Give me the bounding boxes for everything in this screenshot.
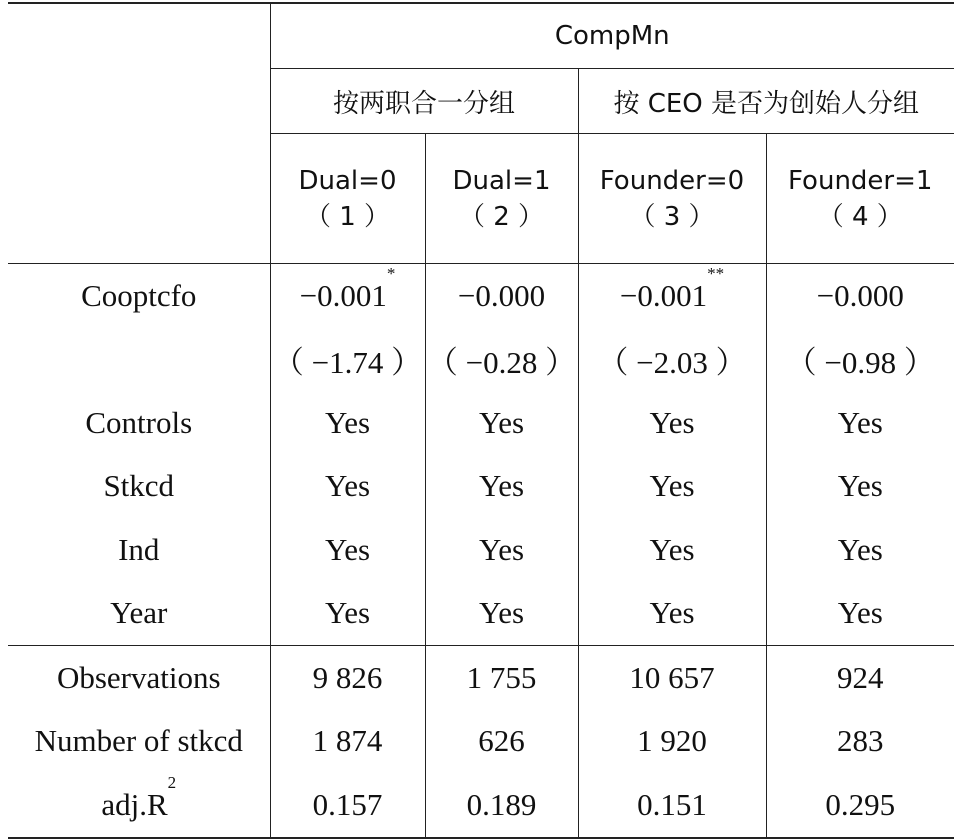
table-cell: 0.157 bbox=[270, 773, 425, 838]
column-header-3 bbox=[578, 134, 766, 264]
column-name: Founder=1 bbox=[788, 165, 933, 196]
row-label: Number of stkcd bbox=[34, 723, 243, 759]
table-cell: 0.151 bbox=[578, 773, 766, 838]
row-label-superscript: 2 bbox=[167, 772, 177, 792]
column-name: Dual=1 bbox=[452, 165, 551, 196]
table-row-tstat bbox=[8, 328, 954, 392]
table-cell: Yes bbox=[766, 391, 954, 455]
table-row-adj-r2 bbox=[8, 773, 954, 838]
table-cell: Yes bbox=[766, 455, 954, 519]
table-cell: Yes bbox=[578, 391, 766, 455]
tstat-cell: （ −0.28 ） bbox=[425, 328, 578, 392]
header-stub bbox=[8, 3, 270, 264]
table-cell: Yes bbox=[766, 582, 954, 646]
row-label-empty bbox=[8, 328, 270, 392]
column-header-2 bbox=[425, 134, 578, 264]
coef-value: −0.000 bbox=[816, 277, 904, 313]
table-cell: 0.189 bbox=[425, 773, 578, 838]
column-number: （ 3 ） bbox=[629, 201, 715, 232]
table-cell: 1 920 bbox=[578, 710, 766, 774]
column-number: （ 1 ） bbox=[304, 201, 391, 232]
column-name: Dual=0 bbox=[298, 165, 397, 196]
row-label bbox=[8, 773, 270, 838]
table-cell: Yes bbox=[578, 582, 766, 646]
group-dual-header: 按两职合一分组 bbox=[270, 69, 578, 134]
table-cell: Yes bbox=[270, 518, 425, 582]
table-row-number-of-stkcd bbox=[8, 710, 954, 774]
column-name: Founder=0 bbox=[599, 165, 745, 196]
table-cell: 1 755 bbox=[425, 646, 578, 710]
table-cell: Yes bbox=[425, 455, 578, 519]
coef-value: −0.000 bbox=[457, 277, 546, 313]
table-cell: 9 826 bbox=[270, 646, 425, 710]
table-cell: Yes bbox=[578, 455, 766, 519]
table-cell: Yes bbox=[766, 518, 954, 582]
table-cell bbox=[425, 264, 578, 328]
table-cell: 283 bbox=[766, 710, 954, 774]
table-cell bbox=[578, 264, 766, 328]
table-cell: Yes bbox=[578, 518, 766, 582]
table-row-ind bbox=[8, 518, 954, 582]
row-label: Year bbox=[110, 595, 168, 631]
column-number: （ 4 ） bbox=[817, 201, 903, 232]
table-cell: Yes bbox=[425, 518, 578, 582]
column-header-1 bbox=[270, 134, 425, 264]
table-row-controls bbox=[8, 391, 954, 455]
table-row-stkcd bbox=[8, 455, 954, 519]
row-label-text: adj.R bbox=[101, 786, 168, 822]
table-cell: 924 bbox=[766, 646, 954, 710]
column-number: （ 2 ） bbox=[458, 201, 545, 232]
row-label: Observations bbox=[8, 646, 270, 710]
table-cell: 626 bbox=[425, 710, 578, 774]
coef-value: −0.001 bbox=[619, 277, 708, 313]
table-cell bbox=[766, 264, 954, 328]
significance-stars: ** bbox=[707, 263, 725, 283]
tstat-cell: （ −2.03 ） bbox=[578, 328, 766, 392]
regression-table bbox=[8, 2, 954, 839]
table-row-observations bbox=[8, 646, 954, 710]
table-cell: Yes bbox=[270, 455, 425, 519]
row-label: Cooptcfo bbox=[8, 264, 270, 328]
table-row-year bbox=[8, 582, 954, 646]
table-cell: Yes bbox=[425, 582, 578, 646]
table-cell: 10 657 bbox=[578, 646, 766, 710]
dependent-var-header: CompMn bbox=[270, 3, 954, 69]
tstat-cell: （ −0.98 ） bbox=[766, 328, 954, 392]
table-cell: 0.295 bbox=[766, 773, 954, 838]
table-cell: 1 874 bbox=[270, 710, 425, 774]
row-label: Controls bbox=[85, 404, 193, 440]
row-label: Ind bbox=[118, 531, 160, 567]
table-cell: Yes bbox=[270, 391, 425, 455]
group-founder-header: 按 CEO 是否为创始人分组 bbox=[578, 69, 954, 134]
tstat-cell: （ −1.74 ） bbox=[270, 328, 425, 392]
table-cell: Yes bbox=[425, 391, 578, 455]
row-label: Stkcd bbox=[103, 468, 175, 504]
table-cell bbox=[270, 264, 425, 328]
table-row-cooptcfo bbox=[8, 264, 954, 328]
header-row-dependent bbox=[8, 3, 954, 69]
table-cell: Yes bbox=[270, 582, 425, 646]
column-header-4 bbox=[766, 134, 954, 264]
coef-value: −0.001 bbox=[299, 277, 387, 313]
significance-stars: * bbox=[386, 263, 396, 283]
